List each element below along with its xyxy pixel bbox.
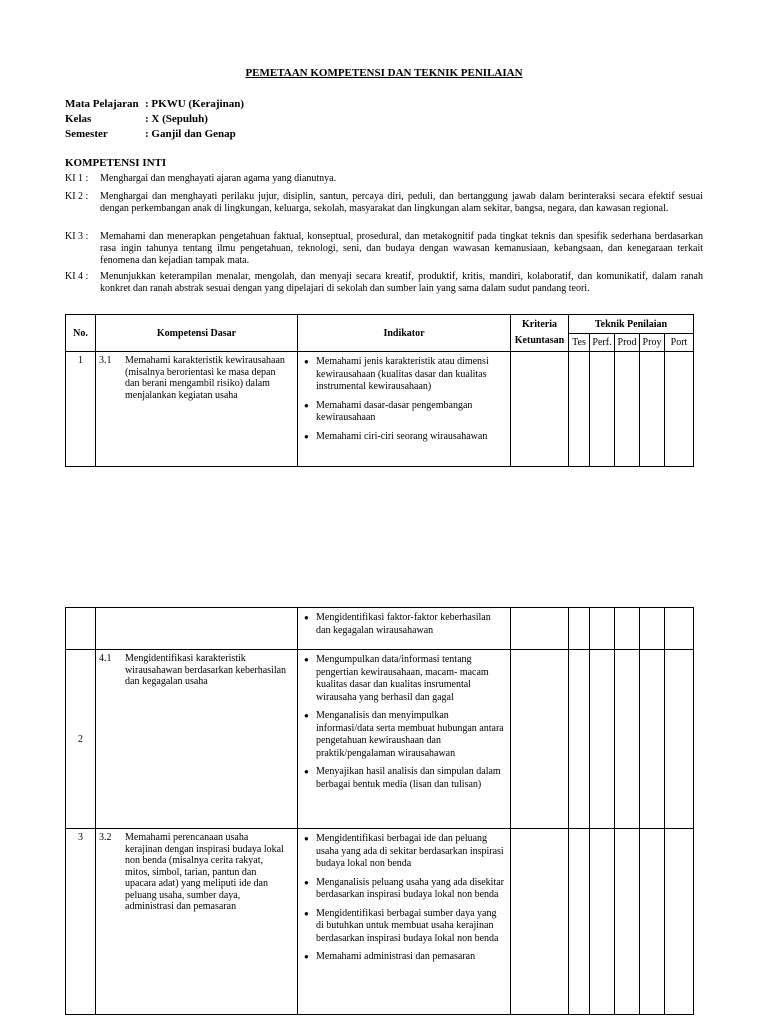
row-no: 2 [66,650,96,829]
header-perf: Perf. [590,334,615,352]
row-indikator [298,352,511,467]
row-indikator [298,650,511,829]
header-kd: Kompetensi Dasar [96,315,298,352]
header-port: Port [665,334,694,352]
header-indikator: Indikator [298,315,511,352]
list-item: ● Mengumpulkan data/informasi tentang pengertian kewirausahaan, macam- macam kualitas dasar dan kualitas insrumental wirausaha yang berhasil dan gagal [304,654,506,704]
table-row [66,650,694,829]
table-row [66,829,694,1015]
list-item: ● Mengidentifikasi faktor-faktor keberhasilan dan kegagalan wirausahawan [304,612,506,637]
competency-table [65,314,694,467]
row-proy [640,352,665,467]
meta-semester: Semester : Ganjil dan Genap [65,128,236,140]
row-kd: 3.2 Memahami perencanaan usaha kerajinan dengan inspirasi budaya lokal non benda (misalnya cerita rakyat, mitos, simbol, tarian, pantun dan upacara adat) yang meliputi ide dan peluang usaha, sumber daya, administrasi dan pemasaran [96,829,298,1015]
list-item: ● Memahami ciri-ciri seorang wirausahawan [304,431,506,444]
list-item: ● Mengidentifikasi berbagai ide dan peluang usaha yang ada di sekitar berdasarkan inspirasi budaya lokal non benda [304,833,506,871]
row-no: 1 [66,352,96,467]
meta-subject: Mata Pelajaran : PKWU (Kerajinan) [65,98,244,110]
ki-4: KI 4 : Menunjukkan keterampilan menalar, mengolah, dan menyaji secara kreatif, produktif, kritis, mandiri, kolaboratif, dan komunikatif, dalam ranah konkret dan ranah abstrak sesuai dengan yang dipelajari di sekolah dan sumber lain yang sama dalam sudut pandang teori. [65,271,703,294]
header-tes: Tes [569,334,590,352]
page-title: PEMETAAN KOMPETENSI DAN TEKNIK PENILAIAN [245,67,523,79]
table-row [66,608,694,650]
header-kriteria: Kriteria Ketuntasan [511,315,569,352]
competency-table-continued [65,607,694,1015]
list-item: ● Menganalisis peluang usaha yang ada disekitar berdasarkan inspirasi budaya lokal non benda [304,877,506,902]
list-item: ● Mengidentifikasi berbagai sumber daya yang di butuhkan untuk membuat usaha kerajinan berdasarkan inspirasi budaya lokal non benda [304,908,506,946]
list-item: ● Menganalisis dan menyimpulkan informasi/data serta membuat hubungan antara pengetahuan kewiraushaan dan praktik/pengalaman wirausahawan [304,710,506,760]
ki-3: KI 3 : Memahami dan menerapkan pengetahuan faktual, konseptual, prosedural, dan metakognitif pada tingkat teknis dan spesifik sederhana berdasarkan rasa ingin tahunya tentang ilmu pengetahuan, teknologi, seni, dan budaya dengan wawasan kemanusiaan, kebangsaan, dan kenegaraan terkait fenomena dan kejadian tampak mata. [65,231,703,266]
row-indikator [298,829,511,1015]
row-tes [569,352,590,467]
header-no: No. [66,315,96,352]
ki-2: KI 2 : Menghargai dan menghayati perilaku jujur, disiplin, santun, percaya diri, peduli, dan bertanggung jawab dalam berinteraksi secara efektif sesuai dengan perkembangan anak di lingkungan, keluarga, sekolah, masyarakat dan lingkungan alam sekitar, bangsa, negara, dan kawasan regional. [65,191,703,214]
row-port [665,352,694,467]
ki-1: KI 1 : Menghargai dan menghayati ajaran agama yang dianutnya. [65,173,337,184]
list-item: ● Memahami dasar-dasar pengembangan kewirausahaan [304,400,506,425]
ki-heading: KOMPETENSI INTI [65,157,167,169]
header-prod: Prod [615,334,640,352]
row-kd: 3.1 Memahami karakteristik kewirausahaan (misalnya berorientasi ke masa depan dan berani mengambil risiko) dalam menjalankan kegiatan usaha [96,352,298,467]
list-item: ● Memahami administrasi dan pemasaran [304,951,506,964]
row-perf [590,352,615,467]
header-proy: Proy [640,334,665,352]
header-teknik: Teknik Penilaian [569,315,694,334]
table-row [66,352,694,467]
row-kd: 4.1 Mengidentifikasi karakteristik wirausahawan berdasarkan keberhasilan dan kegagalan usaha [96,650,298,829]
row-no: 3 [66,829,96,1015]
row-prod [615,352,640,467]
list-item: ● Memahami jenis karakteristik atau dimensi kewirausahaan (kualitas dasar dan kualitas instrumental kewirausahaan) [304,356,506,394]
list-item: ● Menyajikan hasil analisis dan simpulan dalam berbagai bentuk media (lisan dan tulisan) [304,766,506,791]
row-indikator [298,608,511,650]
row-kriteria [511,352,569,467]
meta-class: Kelas : X (Sepuluh) [65,113,208,125]
